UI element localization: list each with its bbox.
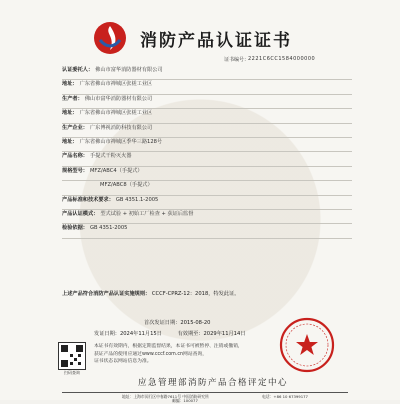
footer-postcode: 邮编：100077 [172, 398, 198, 403]
issuing-organization: 应急管理部消防产品合格评定中心 [138, 378, 289, 388]
field-value: GB 4351.1-2005 [115, 196, 159, 203]
field-label: 地址： [62, 138, 78, 145]
field-label: 地址： [62, 110, 78, 117]
basis-label: 上述产品符合消防产品认证实施规则： [62, 291, 151, 297]
certificate-notes [94, 343, 294, 366]
footer-address: 地址：上海市闵行区中春路7611号 中国消防研究所 [122, 394, 209, 399]
field-value: MFZ/ABC8（手提式） [100, 182, 153, 189]
field-row [62, 152, 352, 166]
cert-number-label: 证书编号： [224, 57, 250, 63]
qr-caption: 扫码查询 [64, 370, 80, 375]
field-row [62, 167, 352, 181]
field-label: 认证委托人： [62, 67, 94, 73]
first-issue-date: 首次发证日期：2015-08-20 [144, 320, 211, 326]
certificate-fields [62, 66, 352, 239]
certificate-footer [62, 392, 348, 403]
field-row [62, 109, 352, 123]
field-label: 地址： [62, 81, 78, 88]
field-value: 佛山市富华消防器材有限公司 [95, 67, 163, 73]
note-line: 本证书有效期内，根据定期监督结果，本证书可被暂停、注销或撤销， [94, 344, 243, 349]
issue-dates [94, 330, 245, 337]
field-value: 广东省佛山市禅城区张槎工业区 [79, 110, 153, 117]
note-line: 获证产品的使用应通过www.cccf.com.cn网站查询， [94, 351, 208, 357]
field-value: 型式试验 + 初始工厂检查 + 获证后监督 [100, 210, 194, 217]
field-value: GB 4351-2005 [89, 225, 128, 232]
field-label: 产品名称： [62, 153, 88, 160]
field-row [62, 181, 352, 195]
field-label: 产品认证模式： [62, 210, 99, 217]
basis-value: CCCF-CPRZ-12：2018，特发此证。 [151, 291, 240, 297]
expiry-date: 有效期至：2029年11月14日 [177, 331, 246, 337]
field-value: 广东省佛山市禅城区张槎工业区 [79, 81, 153, 88]
certification-basis [62, 290, 239, 297]
fire-protection-logo-icon [92, 20, 128, 56]
field-row [62, 196, 352, 210]
field-value: 手提式干粉灭火器 [89, 153, 132, 160]
issue-date: 发证日期：2024年11月15日 [94, 331, 162, 337]
field-value: 佛山市富华消防器材有限公司 [84, 95, 153, 102]
field-value: 广东博视消防科技有限公司 [89, 124, 153, 131]
certificate-header [0, 20, 400, 60]
field-label: 产品标准和技术要求： [62, 196, 114, 203]
qr-code-icon [58, 342, 86, 370]
field-row [62, 210, 352, 224]
official-seal-icon [278, 316, 336, 374]
cert-number: 2221C6CC1584000000 [248, 56, 316, 62]
field-label: 规格型号： [62, 167, 88, 174]
certificate-title: 消防产品认证证书 [140, 31, 292, 51]
field-value: 广东省佛山市禅城区季华三路128号 [79, 138, 163, 145]
field-label: 检验依据： [62, 225, 88, 232]
field-row [62, 124, 352, 138]
field-row [62, 224, 352, 238]
field-row [62, 95, 352, 109]
field-row [62, 66, 352, 80]
note-line: 证书状态以网站信息为准。 [94, 359, 152, 365]
field-row [62, 138, 352, 152]
field-row [62, 80, 352, 94]
field-value: MFZ/ABC4（手提式） [89, 167, 143, 174]
field-label: 生产企业： [62, 124, 88, 131]
footer-phone: 电话：+86 10 67399177 [262, 394, 308, 399]
field-label: 生产者： [62, 95, 83, 102]
